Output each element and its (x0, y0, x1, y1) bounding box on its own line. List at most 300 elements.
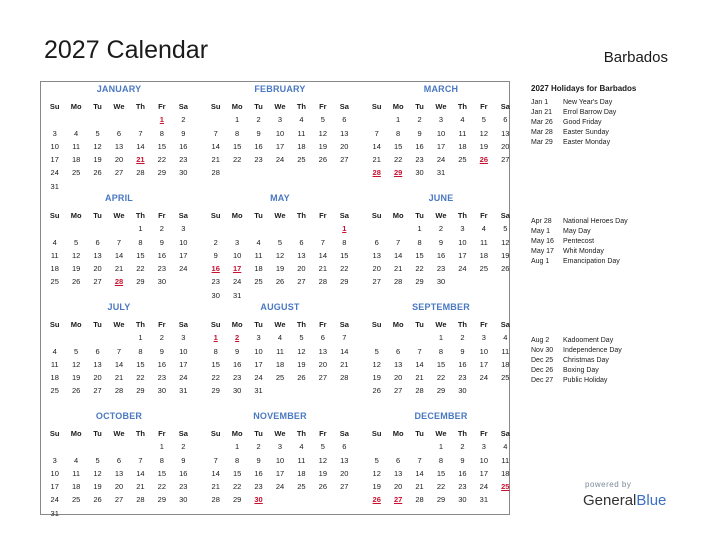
date-cell[interactable]: 13 (297, 250, 306, 260)
date-cell[interactable]: 17 (179, 359, 188, 369)
holiday-date-cell[interactable]: 29 (393, 168, 403, 178)
date-cell[interactable]: 16 (415, 141, 424, 151)
date-cell[interactable]: 28 (415, 386, 424, 396)
date-cell[interactable]: 22 (232, 482, 242, 492)
date-cell[interactable]: 18 (71, 155, 81, 165)
date-cell[interactable]: 22 (340, 264, 349, 274)
date-cell[interactable]: 12 (479, 128, 489, 138)
date-cell[interactable]: 24 (479, 482, 489, 492)
date-cell[interactable]: 5 (74, 237, 79, 247)
date-cell[interactable]: 24 (479, 373, 489, 383)
date-cell[interactable]: 8 (138, 346, 143, 356)
date-cell[interactable]: 6 (342, 442, 347, 452)
date-cell[interactable]: 11 (72, 141, 81, 151)
date-cell[interactable]: 19 (318, 141, 328, 151)
date-cell[interactable]: 27 (114, 495, 124, 505)
date-cell[interactable]: 14 (415, 468, 424, 478)
date-cell[interactable]: 15 (436, 468, 446, 478)
date-cell[interactable]: 30 (157, 386, 167, 396)
date-cell[interactable]: 12 (318, 128, 328, 138)
date-cell[interactable]: 14 (136, 141, 145, 151)
date-cell[interactable]: 29 (340, 277, 349, 287)
date-cell[interactable]: 20 (340, 468, 349, 478)
date-cell[interactable]: 20 (114, 482, 124, 492)
date-cell[interactable]: 29 (157, 168, 167, 178)
date-cell[interactable]: 19 (93, 482, 102, 492)
holiday-date-cell[interactable]: 26 (372, 495, 381, 505)
holiday-date-cell[interactable]: 17 (232, 264, 242, 274)
date-cell[interactable]: 20 (393, 373, 403, 383)
date-cell[interactable]: 14 (211, 141, 220, 151)
date-cell[interactable]: 1 (235, 442, 240, 452)
date-cell[interactable]: 24 (179, 373, 188, 383)
date-cell[interactable]: 17 (179, 250, 188, 260)
date-cell[interactable]: 16 (232, 359, 242, 369)
date-cell[interactable]: 23 (415, 155, 424, 165)
date-cell[interactable]: 29 (136, 386, 145, 396)
date-cell[interactable]: 26 (372, 386, 381, 396)
date-cell[interactable]: 26 (71, 277, 81, 287)
date-cell[interactable]: 4 (52, 346, 57, 356)
date-cell[interactable]: 22 (232, 155, 242, 165)
date-cell[interactable]: 18 (479, 250, 489, 260)
date-cell[interactable]: 13 (393, 468, 403, 478)
date-cell[interactable]: 24 (232, 277, 242, 287)
date-cell[interactable]: 22 (436, 373, 446, 383)
date-cell[interactable]: 12 (93, 141, 102, 151)
holiday-date-cell[interactable]: 16 (211, 264, 220, 274)
date-cell[interactable]: 5 (320, 442, 325, 452)
brand-logo[interactable] (583, 492, 666, 509)
date-cell[interactable]: 19 (71, 373, 81, 383)
date-cell[interactable]: 12 (372, 468, 381, 478)
date-cell[interactable]: 29 (415, 277, 424, 287)
date-cell[interactable]: 10 (232, 250, 242, 260)
date-cell[interactable]: 31 (179, 386, 188, 396)
date-cell[interactable]: 3 (277, 115, 283, 125)
date-cell[interactable]: 4 (74, 128, 79, 138)
date-cell[interactable]: 28 (211, 168, 220, 178)
date-cell[interactable]: 12 (71, 359, 81, 369)
date-cell[interactable]: 1 (396, 115, 401, 125)
holiday-date-cell[interactable]: 28 (114, 277, 124, 287)
date-cell[interactable]: 7 (342, 333, 347, 343)
date-cell[interactable]: 10 (179, 346, 188, 356)
date-cell[interactable]: 4 (299, 442, 304, 452)
date-cell[interactable]: 25 (254, 277, 263, 287)
date-cell[interactable]: 14 (393, 250, 403, 260)
date-cell[interactable]: 7 (417, 346, 422, 356)
date-cell[interactable]: 4 (277, 333, 283, 343)
date-cell[interactable]: 26 (275, 277, 285, 287)
date-cell[interactable]: 11 (254, 250, 263, 260)
date-cell[interactable]: 15 (136, 250, 145, 260)
date-cell[interactable]: 28 (415, 495, 424, 505)
date-cell[interactable]: 8 (235, 455, 240, 465)
date-cell[interactable]: 29 (136, 277, 145, 287)
date-cell[interactable]: 23 (232, 373, 242, 383)
date-cell[interactable]: 25 (458, 155, 467, 165)
date-cell[interactable]: 11 (479, 237, 488, 247)
date-cell[interactable]: 31 (479, 495, 489, 505)
holiday-date-cell[interactable]: 1 (213, 333, 218, 343)
date-cell[interactable]: 30 (179, 495, 188, 505)
date-cell[interactable]: 20 (501, 141, 510, 151)
date-cell[interactable]: 15 (136, 359, 145, 369)
date-cell[interactable]: 6 (95, 237, 100, 247)
date-cell[interactable]: 13 (340, 128, 349, 138)
date-cell[interactable]: 2 (460, 442, 465, 452)
date-cell[interactable]: 23 (157, 373, 167, 383)
date-cell[interactable]: 5 (503, 224, 508, 234)
date-cell[interactable]: 17 (479, 359, 489, 369)
date-cell[interactable]: 21 (114, 264, 124, 274)
date-cell[interactable]: 9 (159, 346, 164, 356)
date-cell[interactable]: 10 (50, 468, 59, 478)
date-cell[interactable]: 9 (235, 346, 240, 356)
date-cell[interactable]: 26 (501, 264, 510, 274)
date-cell[interactable]: 12 (275, 250, 285, 260)
date-cell[interactable]: 3 (481, 333, 486, 343)
date-cell[interactable]: 26 (318, 482, 328, 492)
date-cell[interactable]: 7 (116, 346, 122, 356)
date-cell[interactable]: 30 (157, 277, 167, 287)
date-cell[interactable]: 27 (114, 168, 124, 178)
date-cell[interactable]: 6 (116, 128, 122, 138)
date-cell[interactable]: 13 (393, 359, 403, 369)
date-cell[interactable]: 22 (436, 482, 446, 492)
date-cell[interactable]: 21 (393, 264, 403, 274)
date-cell[interactable]: 3 (181, 224, 186, 234)
date-cell[interactable]: 6 (503, 115, 508, 125)
date-cell[interactable]: 24 (458, 264, 467, 274)
date-cell[interactable]: 2 (181, 442, 186, 452)
date-cell[interactable]: 3 (277, 442, 283, 452)
date-cell[interactable]: 4 (503, 333, 508, 343)
date-cell[interactable]: 17 (50, 482, 59, 492)
date-cell[interactable]: 27 (372, 277, 381, 287)
date-cell[interactable]: 17 (458, 250, 467, 260)
date-cell[interactable]: 21 (318, 264, 328, 274)
date-cell[interactable]: 16 (436, 250, 446, 260)
date-cell[interactable]: 7 (138, 128, 143, 138)
date-cell[interactable]: 24 (50, 495, 59, 505)
date-cell[interactable]: 24 (275, 155, 285, 165)
date-cell[interactable]: 4 (74, 455, 79, 465)
date-cell[interactable]: 14 (340, 346, 349, 356)
date-cell[interactable]: 15 (211, 359, 220, 369)
holiday-date-cell[interactable]: 1 (342, 224, 347, 234)
date-cell[interactable]: 7 (138, 455, 143, 465)
date-cell[interactable]: 26 (318, 155, 328, 165)
holiday-date-cell[interactable]: 27 (393, 495, 403, 505)
date-cell[interactable]: 13 (93, 359, 102, 369)
date-cell[interactable]: 31 (254, 386, 263, 396)
date-cell[interactable]: 30 (179, 168, 188, 178)
date-cell[interactable]: 23 (179, 482, 188, 492)
date-cell[interactable]: 26 (93, 168, 102, 178)
date-cell[interactable]: 25 (50, 386, 59, 396)
date-cell[interactable]: 3 (181, 333, 186, 343)
date-cell[interactable]: 3 (235, 237, 240, 247)
date-cell[interactable]: 3 (460, 224, 465, 234)
date-cell[interactable]: 6 (374, 237, 379, 247)
date-cell[interactable]: 4 (460, 115, 465, 125)
date-cell[interactable]: 12 (297, 346, 306, 356)
date-cell[interactable]: 18 (254, 264, 263, 274)
date-cell[interactable]: 11 (72, 468, 81, 478)
date-cell[interactable]: 2 (159, 333, 164, 343)
date-cell[interactable]: 24 (254, 373, 263, 383)
date-cell[interactable]: 17 (275, 468, 285, 478)
date-cell[interactable]: 24 (436, 155, 446, 165)
date-cell[interactable]: 21 (211, 155, 220, 165)
date-cell[interactable]: 7 (396, 237, 401, 247)
date-cell[interactable]: 14 (136, 468, 145, 478)
date-cell[interactable]: 3 (52, 128, 57, 138)
date-cell[interactable]: 10 (436, 128, 446, 138)
date-cell[interactable]: 21 (415, 373, 424, 383)
date-cell[interactable]: 10 (479, 455, 489, 465)
date-cell[interactable]: 29 (211, 386, 220, 396)
date-cell[interactable]: 17 (436, 141, 446, 151)
date-cell[interactable]: 23 (211, 277, 220, 287)
date-cell[interactable]: 29 (157, 495, 167, 505)
date-cell[interactable]: 3 (52, 455, 57, 465)
date-cell[interactable]: 11 (276, 346, 284, 356)
holiday-date-cell[interactable]: 26 (479, 155, 489, 165)
date-cell[interactable]: 14 (318, 250, 328, 260)
date-cell[interactable]: 8 (438, 346, 444, 356)
date-cell[interactable]: 16 (157, 359, 167, 369)
date-cell[interactable]: 5 (374, 455, 379, 465)
date-cell[interactable]: 28 (393, 277, 403, 287)
date-cell[interactable]: 26 (297, 373, 306, 383)
date-cell[interactable]: 4 (299, 115, 304, 125)
date-cell[interactable]: 16 (458, 359, 467, 369)
date-cell[interactable]: 15 (232, 468, 242, 478)
date-cell[interactable]: 5 (277, 237, 283, 247)
date-cell[interactable]: 28 (114, 386, 124, 396)
date-cell[interactable]: 2 (213, 237, 218, 247)
date-cell[interactable]: 31 (50, 508, 59, 518)
date-cell[interactable]: 26 (93, 495, 102, 505)
date-cell[interactable]: 6 (116, 455, 122, 465)
date-cell[interactable]: 9 (181, 455, 186, 465)
date-cell[interactable]: 25 (479, 264, 489, 274)
date-cell[interactable]: 22 (136, 373, 145, 383)
date-cell[interactable]: 23 (179, 155, 188, 165)
date-cell[interactable]: 11 (297, 455, 306, 465)
date-cell[interactable]: 10 (50, 141, 59, 151)
date-cell[interactable]: 22 (393, 155, 403, 165)
date-cell[interactable]: 20 (93, 373, 102, 383)
date-cell[interactable]: 9 (460, 346, 465, 356)
date-cell[interactable]: 19 (318, 468, 328, 478)
date-cell[interactable]: 5 (299, 333, 304, 343)
date-cell[interactable]: 13 (93, 250, 102, 260)
date-cell[interactable]: 13 (114, 468, 124, 478)
date-cell[interactable]: 30 (458, 386, 467, 396)
date-cell[interactable]: 7 (417, 455, 422, 465)
date-cell[interactable]: 17 (479, 468, 489, 478)
date-cell[interactable]: 20 (114, 155, 124, 165)
date-cell[interactable]: 14 (415, 359, 424, 369)
date-cell[interactable]: 9 (256, 455, 261, 465)
date-cell[interactable]: 25 (71, 495, 81, 505)
date-cell[interactable]: 8 (396, 128, 401, 138)
date-cell[interactable]: 1 (159, 442, 164, 452)
date-cell[interactable]: 2 (159, 224, 164, 234)
date-cell[interactable]: 15 (232, 141, 242, 151)
date-cell[interactable]: 21 (136, 482, 145, 492)
date-cell[interactable]: 5 (374, 346, 379, 356)
date-cell[interactable]: 13 (372, 250, 381, 260)
date-cell[interactable]: 30 (436, 277, 446, 287)
date-cell[interactable]: 8 (438, 455, 444, 465)
date-cell[interactable]: 14 (114, 359, 124, 369)
date-cell[interactable]: 30 (211, 290, 220, 300)
date-cell[interactable]: 15 (393, 141, 403, 151)
date-cell[interactable]: 6 (342, 115, 347, 125)
date-cell[interactable]: 25 (501, 373, 510, 383)
date-cell[interactable]: 1 (138, 224, 143, 234)
date-cell[interactable]: 12 (318, 455, 328, 465)
date-cell[interactable]: 25 (71, 168, 81, 178)
date-cell[interactable]: 2 (256, 115, 261, 125)
date-cell[interactable]: 25 (275, 373, 285, 383)
date-cell[interactable]: 25 (50, 277, 59, 287)
date-cell[interactable]: 16 (179, 468, 188, 478)
date-cell[interactable]: 12 (372, 359, 381, 369)
date-cell[interactable]: 28 (211, 495, 220, 505)
date-cell[interactable]: 15 (157, 468, 167, 478)
date-cell[interactable]: 4 (503, 442, 508, 452)
date-cell[interactable]: 31 (50, 181, 59, 191)
date-cell[interactable]: 1 (138, 333, 143, 343)
date-cell[interactable]: 1 (235, 115, 240, 125)
date-cell[interactable]: 13 (114, 141, 124, 151)
date-cell[interactable]: 9 (438, 237, 444, 247)
date-cell[interactable]: 28 (318, 277, 328, 287)
date-cell[interactable]: 2 (256, 442, 261, 452)
date-cell[interactable]: 28 (136, 495, 145, 505)
date-cell[interactable]: 14 (211, 468, 220, 478)
date-cell[interactable]: 9 (159, 237, 164, 247)
date-cell[interactable]: 27 (297, 277, 306, 287)
date-cell[interactable]: 5 (74, 346, 79, 356)
date-cell[interactable]: 5 (95, 455, 100, 465)
holiday-date-cell[interactable]: 30 (254, 495, 263, 505)
date-cell[interactable]: 4 (481, 224, 486, 234)
date-cell[interactable]: 18 (501, 359, 510, 369)
date-cell[interactable]: 20 (297, 264, 306, 274)
date-cell[interactable]: 21 (340, 359, 349, 369)
date-cell[interactable]: 13 (340, 455, 349, 465)
date-cell[interactable]: 27 (501, 155, 510, 165)
date-cell[interactable]: 17 (50, 155, 59, 165)
date-cell[interactable]: 4 (52, 237, 57, 247)
date-cell[interactable]: 23 (458, 482, 467, 492)
date-cell[interactable]: 2 (417, 115, 422, 125)
date-cell[interactable]: 3 (438, 115, 444, 125)
date-cell[interactable]: 19 (275, 264, 285, 274)
date-cell[interactable]: 18 (50, 373, 59, 383)
date-cell[interactable]: 19 (372, 482, 381, 492)
date-cell[interactable]: 18 (297, 468, 306, 478)
date-cell[interactable]: 12 (71, 250, 81, 260)
date-cell[interactable]: 23 (254, 482, 263, 492)
date-cell[interactable]: 8 (342, 237, 347, 247)
date-cell[interactable]: 11 (297, 128, 306, 138)
date-cell[interactable]: 17 (254, 359, 263, 369)
date-cell[interactable]: 7 (116, 237, 122, 247)
date-cell[interactable]: 6 (396, 346, 401, 356)
date-cell[interactable]: 28 (136, 168, 145, 178)
date-cell[interactable]: 15 (340, 250, 349, 260)
date-cell[interactable]: 9 (417, 128, 422, 138)
date-cell[interactable]: 23 (157, 264, 167, 274)
date-cell[interactable]: 29 (436, 495, 446, 505)
date-cell[interactable]: 16 (254, 468, 263, 478)
date-cell[interactable]: 20 (318, 359, 328, 369)
date-cell[interactable]: 23 (458, 373, 467, 383)
date-cell[interactable]: 7 (320, 237, 325, 247)
date-cell[interactable]: 10 (275, 128, 285, 138)
date-cell[interactable]: 8 (159, 128, 164, 138)
date-cell[interactable]: 8 (213, 346, 218, 356)
date-cell[interactable]: 21 (372, 155, 381, 165)
holiday-date-cell[interactable]: 2 (235, 333, 240, 343)
date-cell[interactable]: 25 (297, 482, 306, 492)
date-cell[interactable]: 18 (458, 141, 467, 151)
date-cell[interactable]: 24 (50, 168, 59, 178)
date-cell[interactable]: 24 (275, 482, 285, 492)
date-cell[interactable]: 22 (136, 264, 145, 274)
date-cell[interactable]: 5 (481, 115, 486, 125)
date-cell[interactable]: 19 (479, 141, 489, 151)
date-cell[interactable]: 18 (297, 141, 306, 151)
date-cell[interactable]: 17 (275, 141, 285, 151)
date-cell[interactable]: 12 (501, 237, 510, 247)
date-cell[interactable]: 14 (372, 141, 381, 151)
holiday-date-cell[interactable]: 21 (136, 155, 145, 165)
date-cell[interactable]: 22 (157, 155, 167, 165)
date-cell[interactable]: 10 (275, 455, 285, 465)
date-cell[interactable]: 27 (93, 277, 102, 287)
date-cell[interactable]: 30 (415, 168, 424, 178)
date-cell[interactable]: 1 (417, 224, 422, 234)
date-cell[interactable]: 21 (415, 482, 424, 492)
date-cell[interactable]: 8 (138, 237, 143, 247)
date-cell[interactable]: 29 (232, 495, 242, 505)
date-cell[interactable]: 19 (71, 264, 81, 274)
date-cell[interactable]: 11 (50, 359, 59, 369)
date-cell[interactable]: 4 (256, 237, 261, 247)
date-cell[interactable]: 27 (340, 155, 349, 165)
date-cell[interactable]: 22 (211, 373, 220, 383)
date-cell[interactable]: 23 (254, 155, 263, 165)
date-cell[interactable]: 16 (458, 468, 467, 478)
holiday-date-cell[interactable]: 25 (501, 482, 510, 492)
date-cell[interactable]: 24 (179, 264, 188, 274)
date-cell[interactable]: 26 (71, 386, 81, 396)
date-cell[interactable]: 20 (393, 482, 403, 492)
date-cell[interactable]: 30 (458, 495, 467, 505)
date-cell[interactable]: 16 (254, 141, 263, 151)
date-cell[interactable]: 11 (501, 455, 510, 465)
date-cell[interactable]: 2 (181, 115, 186, 125)
